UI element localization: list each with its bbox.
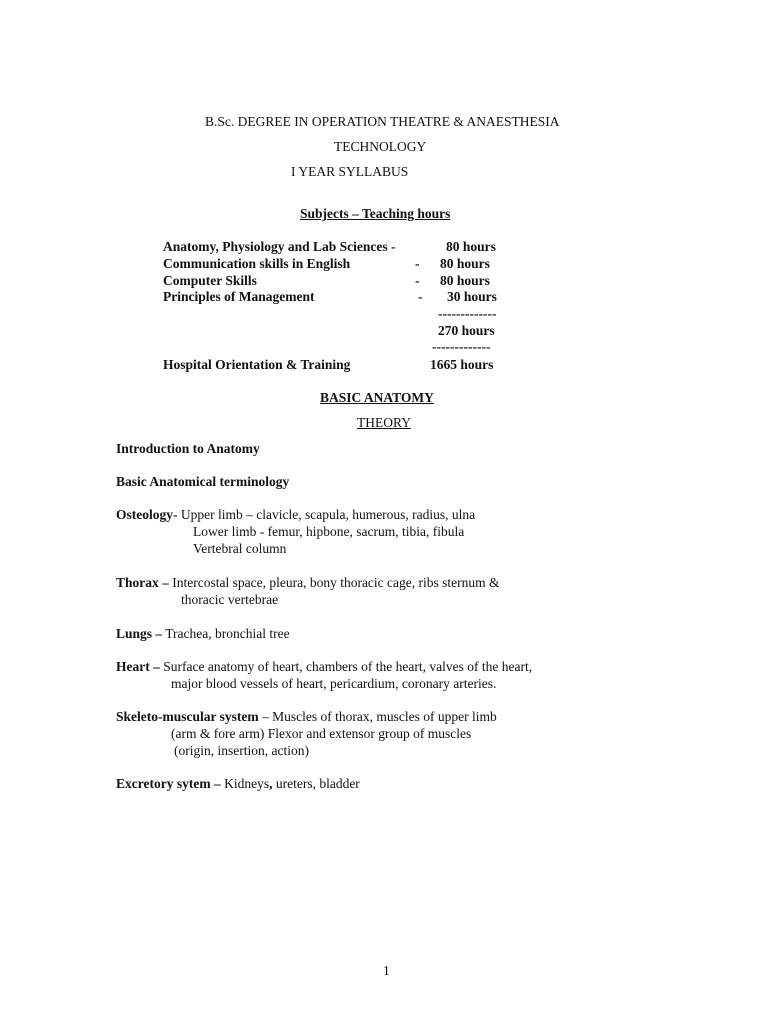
training-hours: 1665 hours [430,357,494,372]
subject-name-3: Computer Skills [163,273,257,288]
subject-dash-2: - [415,256,420,271]
topic-intro: Introduction to Anatomy [116,441,260,456]
skeletal-text: – Muscles of thorax, muscles of upper limb [258,709,497,724]
separator-1: ------------- [438,306,497,321]
excretory-text-1: Kidneys [220,776,270,791]
subject-hours-1: 80 hours [446,239,496,254]
heart-text: Surface anatomy of heart, chambers of the heart, valves of the heart, [159,659,533,674]
subject-hours-4: 30 hours [447,289,497,304]
skeletal-line-2: (arm & fore arm) Flexor and extensor group of muscles [171,726,472,741]
subject-hours-2: 80 hours [440,256,490,271]
lungs-text: Trachea, bronchial tree [162,626,290,641]
lungs-label: Lungs – [116,626,163,641]
skeletal-label: Skeleto-muscular system [116,709,259,724]
title-line-2: TECHNOLOGY [334,139,427,154]
skeletal-line-3: (origin, insertion, action) [174,743,309,758]
excretory-text-2: ureters, bladder [272,776,360,791]
heart-line-2: major blood vessels of heart, pericardium, coronary arteries. [171,676,497,691]
heart-label: Heart – [116,659,160,674]
topic-thorax [116,575,500,591]
topic-heart [116,659,532,675]
separator-2: ------------- [432,339,491,354]
total-hours: 270 hours [438,323,495,338]
thorax-line-2: thoracic vertebrae [181,592,279,607]
topic-skeletal [116,709,497,725]
title-line-1: B.Sc. DEGREE IN OPERATION THEATRE & ANAESTHESIA [205,114,560,129]
page-number: 1 [383,963,390,978]
osteology-line-2: Lower limb - femur, hipbone, sacrum, tibia, fibula [193,524,465,539]
subjects-heading: Subjects – Teaching hours [300,206,451,221]
subject-hours-3: 80 hours [440,273,490,288]
section-subtitle: THEORY [357,415,411,430]
subject-name-2: Communication skills in English [163,256,351,271]
topic-terminology: Basic Anatomical terminology [116,474,290,489]
subject-name-4: Principles of Management [163,289,315,304]
title-line-3: I YEAR SYLLABUS [291,164,409,179]
subject-name-1: Anatomy, Physiology and Lab Sciences - [163,239,396,254]
osteology-label: Osteology- [116,507,178,522]
osteology-line-3: Vertebral column [193,541,287,556]
thorax-label: Thorax – [116,575,169,590]
training-name: Hospital Orientation & Training [163,357,351,372]
topic-lungs [116,626,290,642]
topic-osteology [116,507,475,523]
excretory-label: Excretory sytem – [116,776,221,791]
excretory-comma: , [269,776,273,791]
section-title: BASIC ANATOMY [320,390,434,405]
subject-dash-3: - [415,273,420,288]
subject-dash-4: - [418,289,423,304]
thorax-text: Intercostal space, pleura, bony thoracic cage, ribs sternum & [168,575,500,590]
topic-excretory [116,776,360,792]
osteology-text: Upper limb – clavicle, scapula, humerous, radius, ulna [177,507,476,522]
